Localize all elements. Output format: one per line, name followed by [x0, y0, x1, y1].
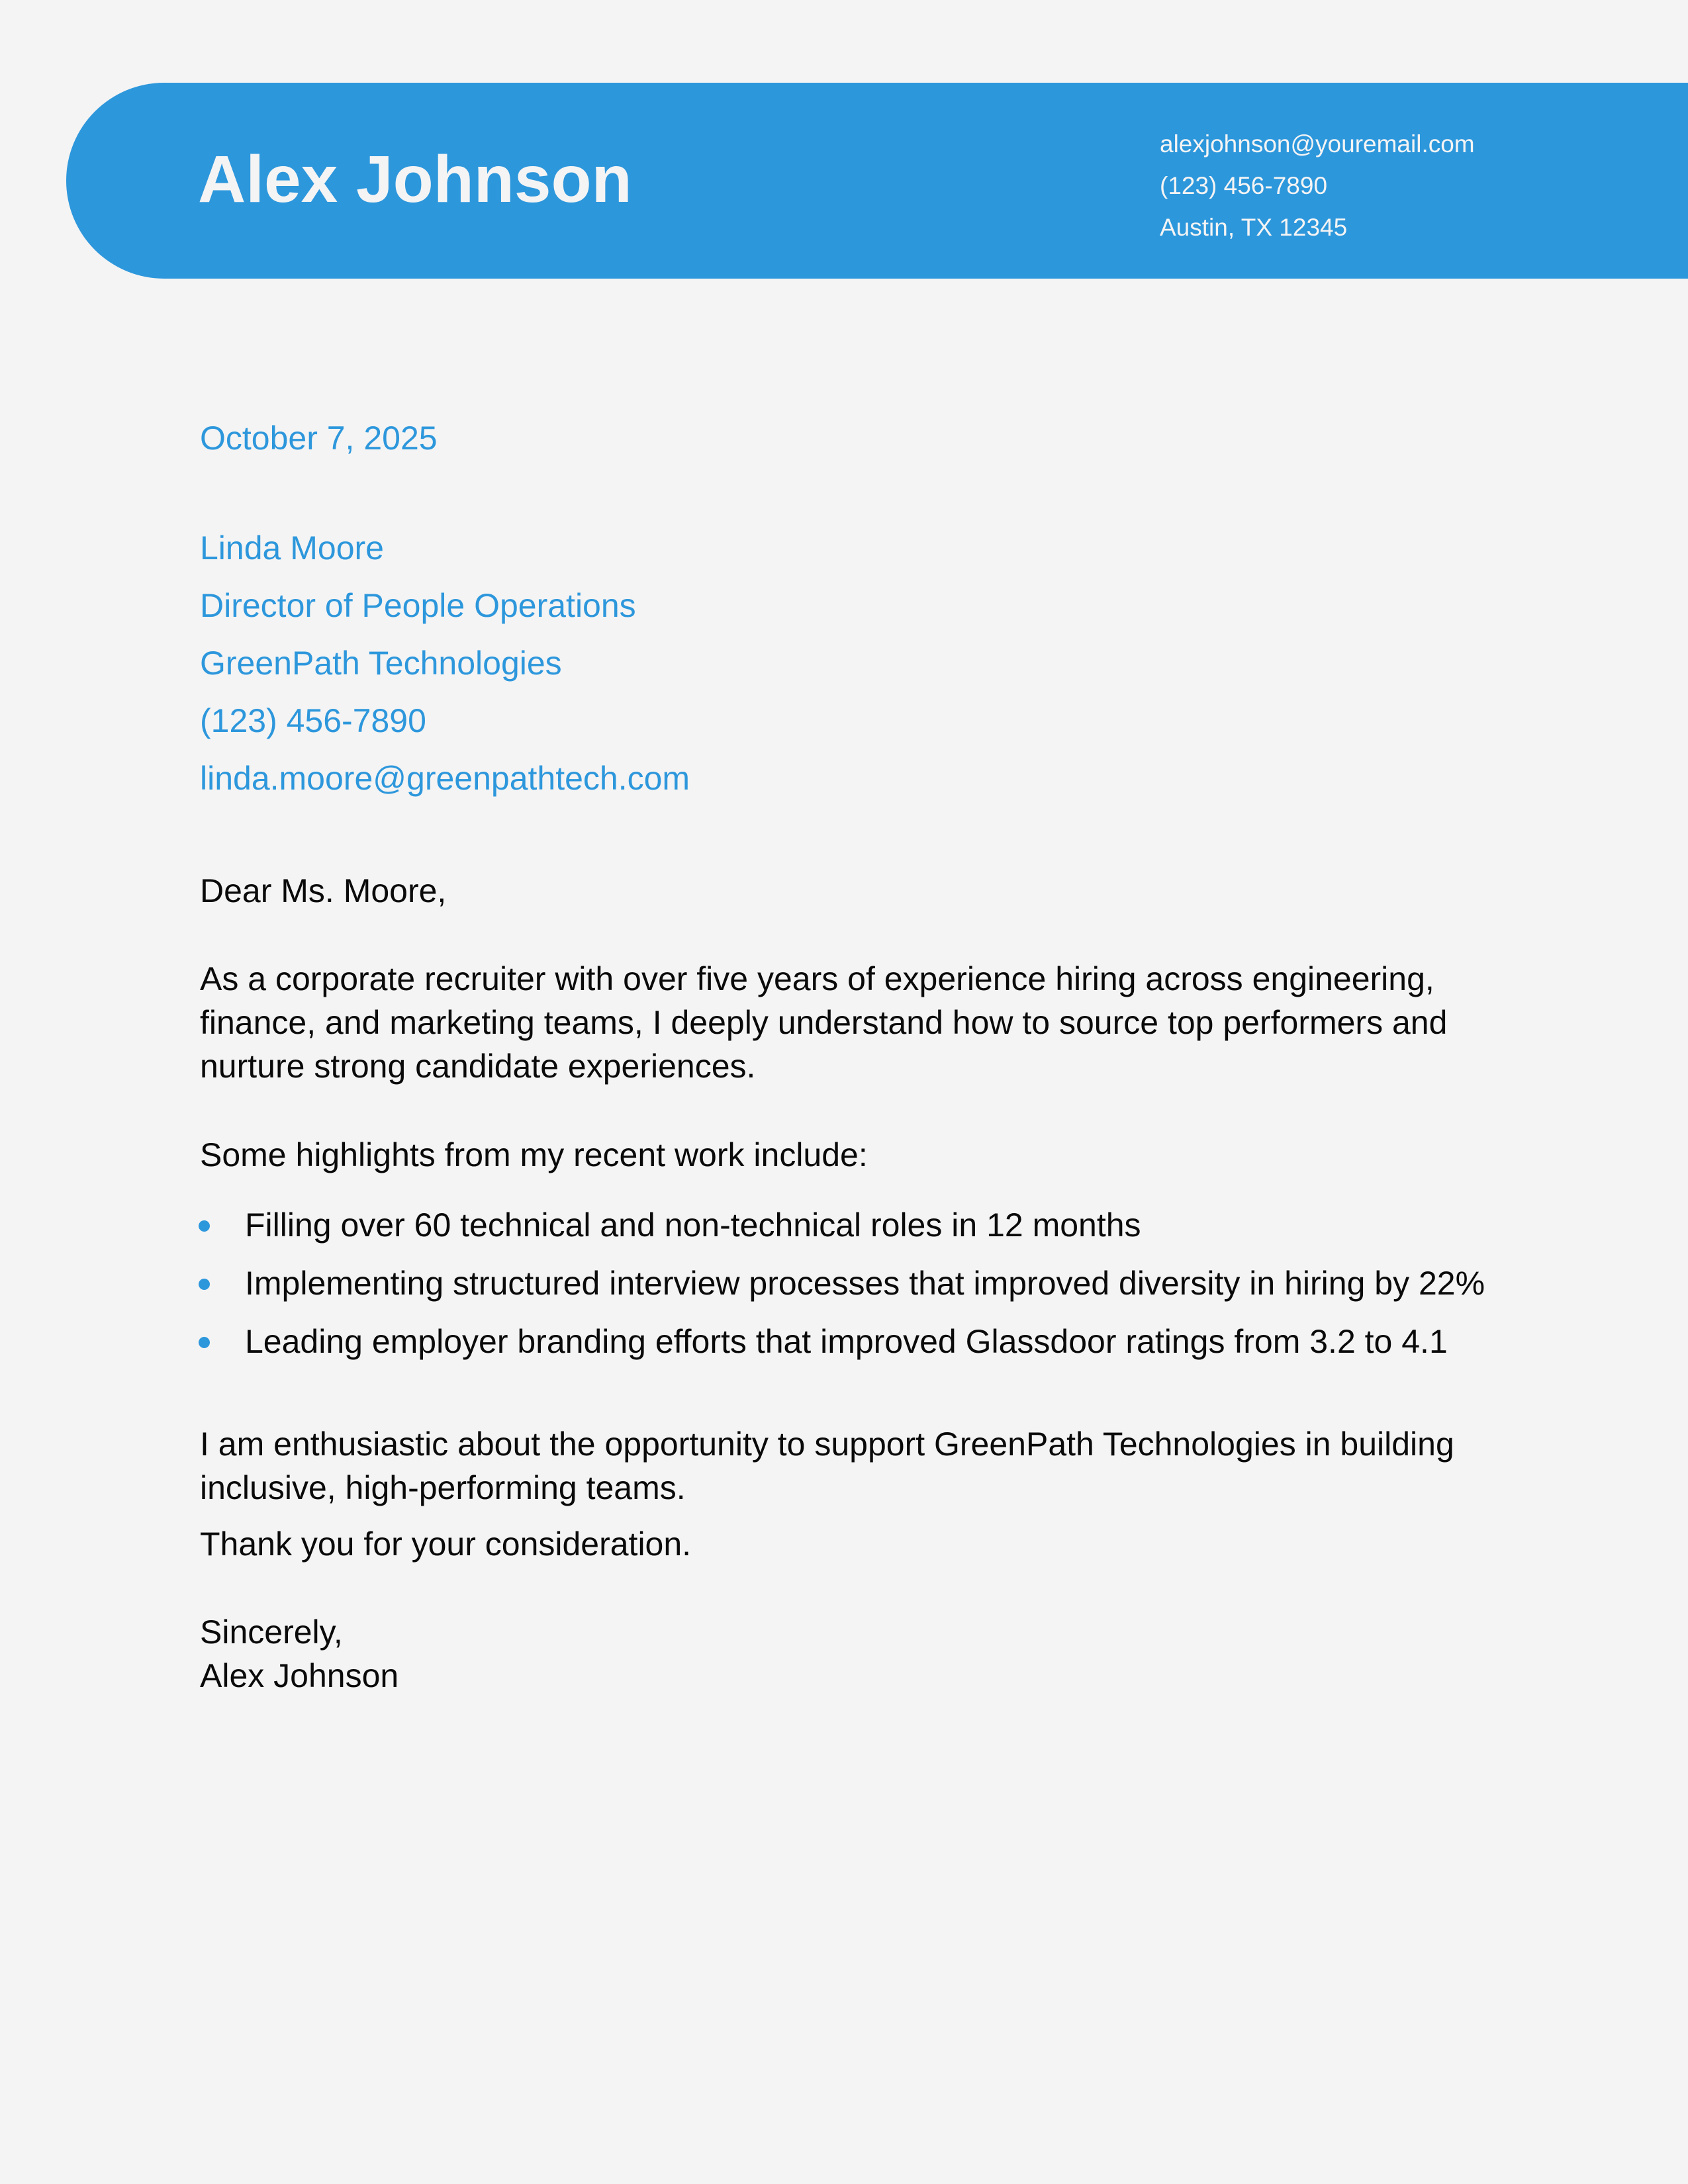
- recipient-name: Linda Moore: [200, 529, 384, 567]
- recipient-block: [200, 520, 690, 807]
- highlight-text: Implementing structured interview processes that improved diversity in hiring by 22%: [245, 1265, 1485, 1302]
- recipient-company: GreenPath Technologies: [200, 645, 562, 682]
- closing-line: inclusive, high-performing teams.: [200, 1469, 686, 1506]
- highlight-text: Filling over 60 technical and non-technical roles in 12 months: [245, 1206, 1141, 1244]
- salutation: Dear Ms. Moore,: [200, 872, 447, 909]
- sender-phone: (123) 456-7890: [1160, 172, 1328, 199]
- sender-contact: [1160, 123, 1475, 248]
- intro-line: nurture strong candidate experiences.: [200, 1048, 756, 1085]
- intro-line: finance, and marketing teams, I deeply understand how to source top performers and: [200, 1004, 1448, 1041]
- highlights-lead: Some highlights from my recent work include:: [200, 1136, 868, 1173]
- letter-date: October 7, 2025: [200, 420, 438, 457]
- sender-location: Austin, TX 12345: [1160, 214, 1348, 241]
- bullet-dot-icon: [199, 1220, 210, 1232]
- bullet-dot-icon: [199, 1337, 210, 1348]
- signoff-name: Alex Johnson: [200, 1657, 399, 1694]
- sender-email: alexjohnson@youremail.com: [1160, 130, 1475, 158]
- bullet-dot-icon: [199, 1279, 210, 1290]
- signoff-closing: Sincerely,: [200, 1614, 343, 1651]
- highlight-item: [200, 1203, 1485, 1247]
- highlights-list: [200, 1203, 1485, 1378]
- highlight-text: Leading employer branding efforts that improved Glassdoor ratings from 3.2 to 4.1: [245, 1323, 1448, 1360]
- closing-line: I am enthusiastic about the opportunity to support GreenPath Technologies in building: [200, 1426, 1454, 1463]
- intro-paragraph: [200, 957, 1447, 1088]
- highlight-item: [200, 1320, 1485, 1363]
- signoff: [200, 1610, 399, 1698]
- thanks-line: Thank you for your consideration.: [200, 1525, 692, 1563]
- recipient-phone: (123) 456-7890: [200, 702, 426, 739]
- sender-name: Alex Johnson: [198, 142, 632, 216]
- recipient-title: Director of People Operations: [200, 587, 636, 624]
- highlight-item: [200, 1261, 1485, 1305]
- closing-paragraph: [200, 1422, 1454, 1510]
- intro-line: As a corporate recruiter with over five years of experience hiring across engineering,: [200, 960, 1434, 997]
- recipient-email: linda.moore@greenpathtech.com: [200, 760, 690, 797]
